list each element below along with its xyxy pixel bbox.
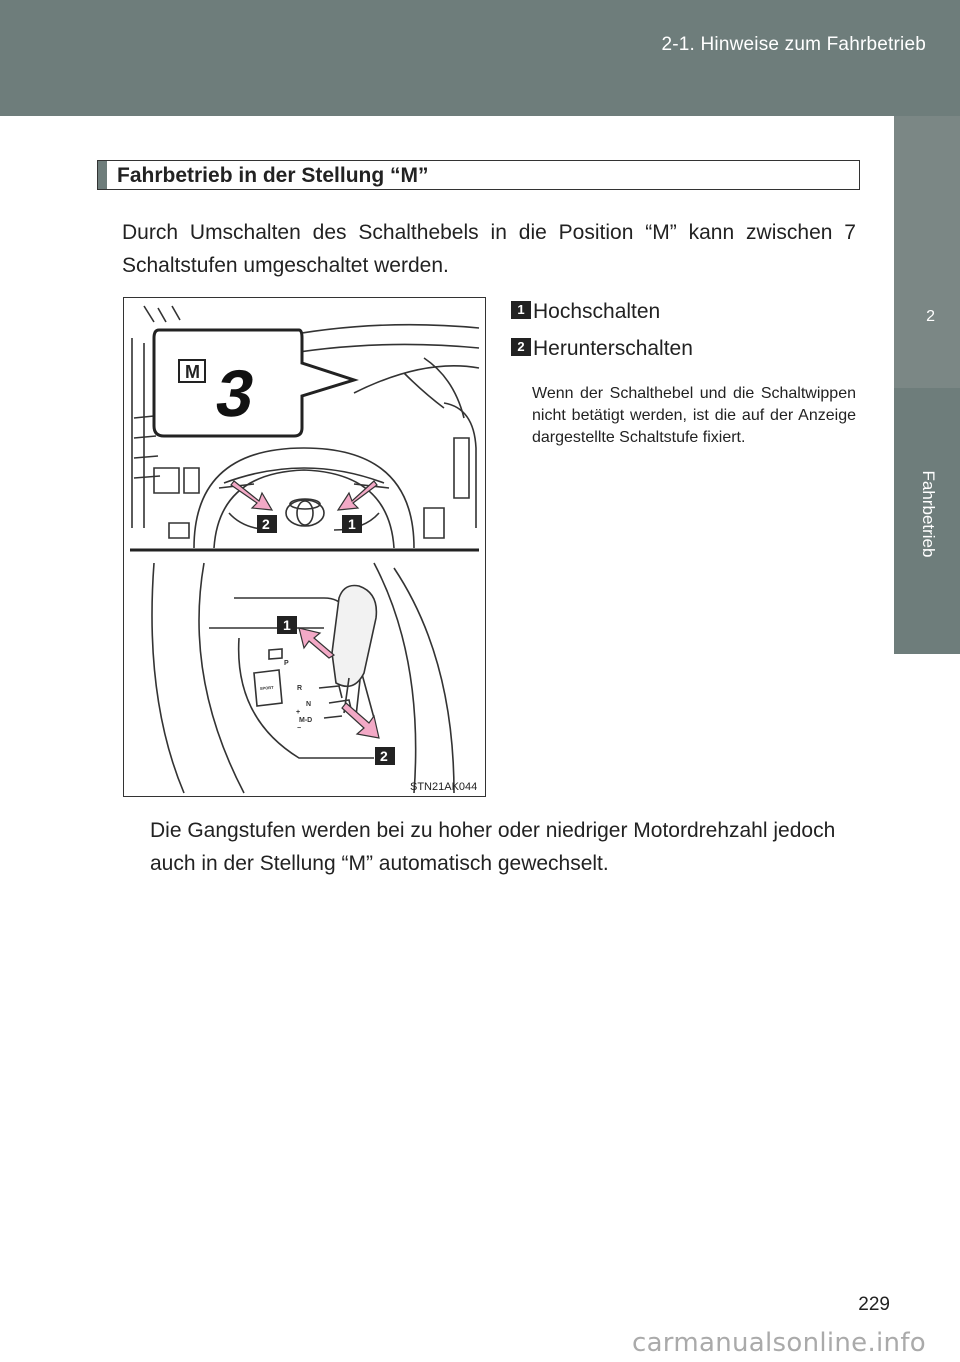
gear-plus-label: + <box>296 709 301 716</box>
callout-upshift-lever: 1 <box>283 617 291 633</box>
auto-shift-note: Die Gangstufen werden bei zu hoher oder niedriger Motordrehzahl jedoch auch in der Stellung “M” automatisch gewechselt. <box>150 819 836 875</box>
watermark: carmanualsonline.info <box>631 1328 926 1358</box>
header-band <box>0 0 960 116</box>
sport-button-label: SPORT <box>259 684 274 691</box>
display-mode-letter: M <box>185 362 200 382</box>
gear-r-label: R <box>297 685 303 692</box>
gear-md-label: M-D <box>299 717 313 724</box>
shift-illustration <box>123 297 486 797</box>
legend-downshift <box>511 337 693 361</box>
chapter-label: Fahrbetrieb <box>919 470 938 558</box>
gear-p-label: P <box>284 660 289 667</box>
legend-upshift <box>511 300 660 324</box>
intro-paragraph: Durch Umschalten des Schalthebels in die Position “M” kann zwischen 7 Schaltstufen umgeschaltet werden. <box>122 221 856 277</box>
chapter-title: 2-1. Hinweise zum Fahrbetrieb <box>661 34 926 55</box>
chapter-number: 2 <box>926 308 935 325</box>
figure-code: STN21AK044 <box>410 781 478 793</box>
display-gear-digit: 3 <box>210 357 261 431</box>
section-heading <box>97 160 860 190</box>
legend-badge-2: 2 <box>511 338 531 356</box>
section-title: Fahrbetrieb in der Stellung “M” <box>117 164 429 187</box>
callout-downshift-lever: 2 <box>380 748 388 764</box>
gear-minus-label: − <box>297 725 302 732</box>
legend-label-downshift: Herunterschalten <box>533 337 693 360</box>
callout-downshift-wheel: 2 <box>262 516 270 532</box>
legend-badge-1: 1 <box>511 301 531 319</box>
hold-gear-note: Wenn der Schalthebel und die Schaltwippen nicht betätigt werden, ist die auf der Anzeige dargestellte Schaltstufe fixiert. <box>532 385 856 446</box>
shift-diagram <box>124 298 485 796</box>
callout-upshift-wheel: 1 <box>348 516 356 532</box>
legend-label-upshift: Hochschalten <box>533 300 661 323</box>
page-number: 229 <box>858 1294 890 1315</box>
gear-n-label: N <box>306 701 312 708</box>
